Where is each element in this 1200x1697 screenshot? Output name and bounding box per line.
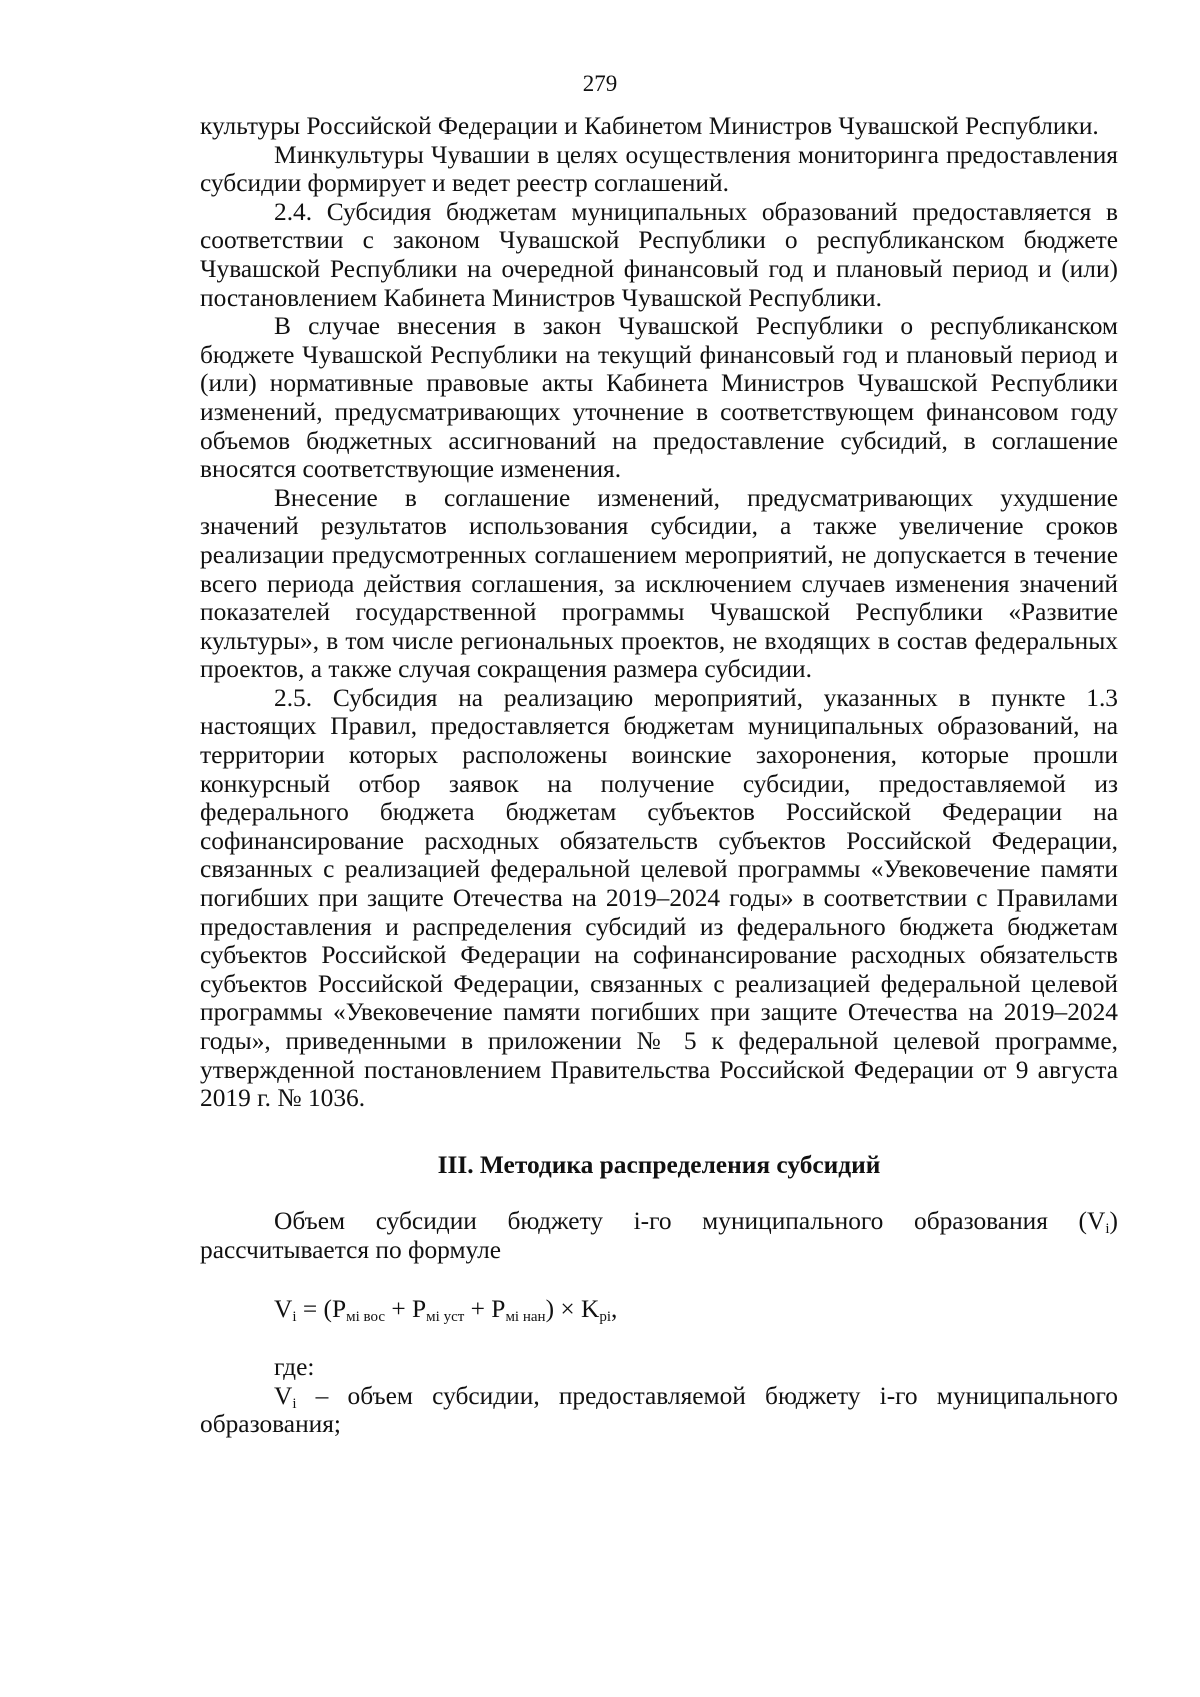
where-label: где:	[274, 1353, 315, 1382]
method-intro: Объем субсидии бюджету i-го муниципального образования $(V_i)$ рассчитывается по формуле	[200, 1207, 1118, 1264]
paragraph-2-4: 2.4. Субсидия бюджетам муниципальных образований предоставляется в соответствии с законом Чувашской Республики о республиканском бюджете Чувашской Республики на очередной финансовый год и плановый период и (или) постановлением Кабинета Министров Чувашской Республики.	[200, 197, 1118, 312]
paragraph-2-5: 2.5. Субсидия на реализацию мероприятий, указанных в пункте 1.3 настоящих Правил, предоставляется бюджетам муниципальных образований, на территории которых расположены воинские захоронения, которые прошли конкурсный отбор заявок на получение субсидии, предоставляемой из федерального бюджета бюджетам субъектов Российской Федерации на софинансирование расходных обязательств субъектов Российской Федерации, связанных с реализацией федеральной целевой программы «Увековечение памяти погибших при защите Отечества на 2019–2024 годы» в соответствии с Правилами предоставления и распределения субсидий из федерального бюджета бюджетам субъектов Российской Федерации на софинансирование расходных обязательств субъектов Российской Федерации, связанных с реализацией федеральной целевой программы «Увековечение памяти погибших при защите Отечества на 2019–2024 годы», приведенными в приложении № 5 к федеральной целевой программе, утвержденной постановлением Правительства Российской Федерации от 9 августа 2019 г. № 1036.	[200, 683, 1118, 1113]
document-body	[200, 112, 1118, 1439]
definition-v: $V_i$ – объем субсидии, предоставляемой бюджету i-го муниципального образования;	[200, 1381, 1118, 1439]
paragraph-amendments: В случае внесения в закон Чувашской Республики о республиканском бюджете Чувашской Республики на текущий финансовый год и плановый период и (или) нормативные правовые акты Кабинета Министров Чувашской Республики изменений, предусматривающих уточнение в соответствующем финансовом году объемов бюджетных ассигнований на предоставление субсидий, в соглашение вносятся соответствующие изменения.	[200, 312, 1118, 484]
section-heading: III. Методика распределения субсидий	[437, 1150, 881, 1179]
page-number: 279	[582, 71, 618, 96]
paragraph-monitoring: Минкультуры Чувашии в целях осуществления мониторинга предоставления субсидии формирует и ведет реестр соглашений.	[200, 140, 1118, 198]
paragraph-agreement-changes: Внесение в соглашение изменений, предусматривающих ухудшение значений результатов использования субсидии, а также увеличение сроков реализации предусмотренных соглашением мероприятий, не допускается в течение всего периода действия соглашения, за исключением случаев изменения значений показателей государственной программы Чувашской Республики «Развитие культуры», в том числе региональных проектов, не входящих в состав федеральных проектов, а также случая сокращения размера субсидии.	[200, 483, 1118, 684]
formula: $V_i = (P_{мi вос} + P_{мi уст} + P_{мi нан}) \times K_{pi}$,	[274, 1294, 618, 1325]
paragraph-continuation: культуры Российской Федерации и Кабинетом Министров Чувашской Республики.	[200, 112, 1099, 140]
